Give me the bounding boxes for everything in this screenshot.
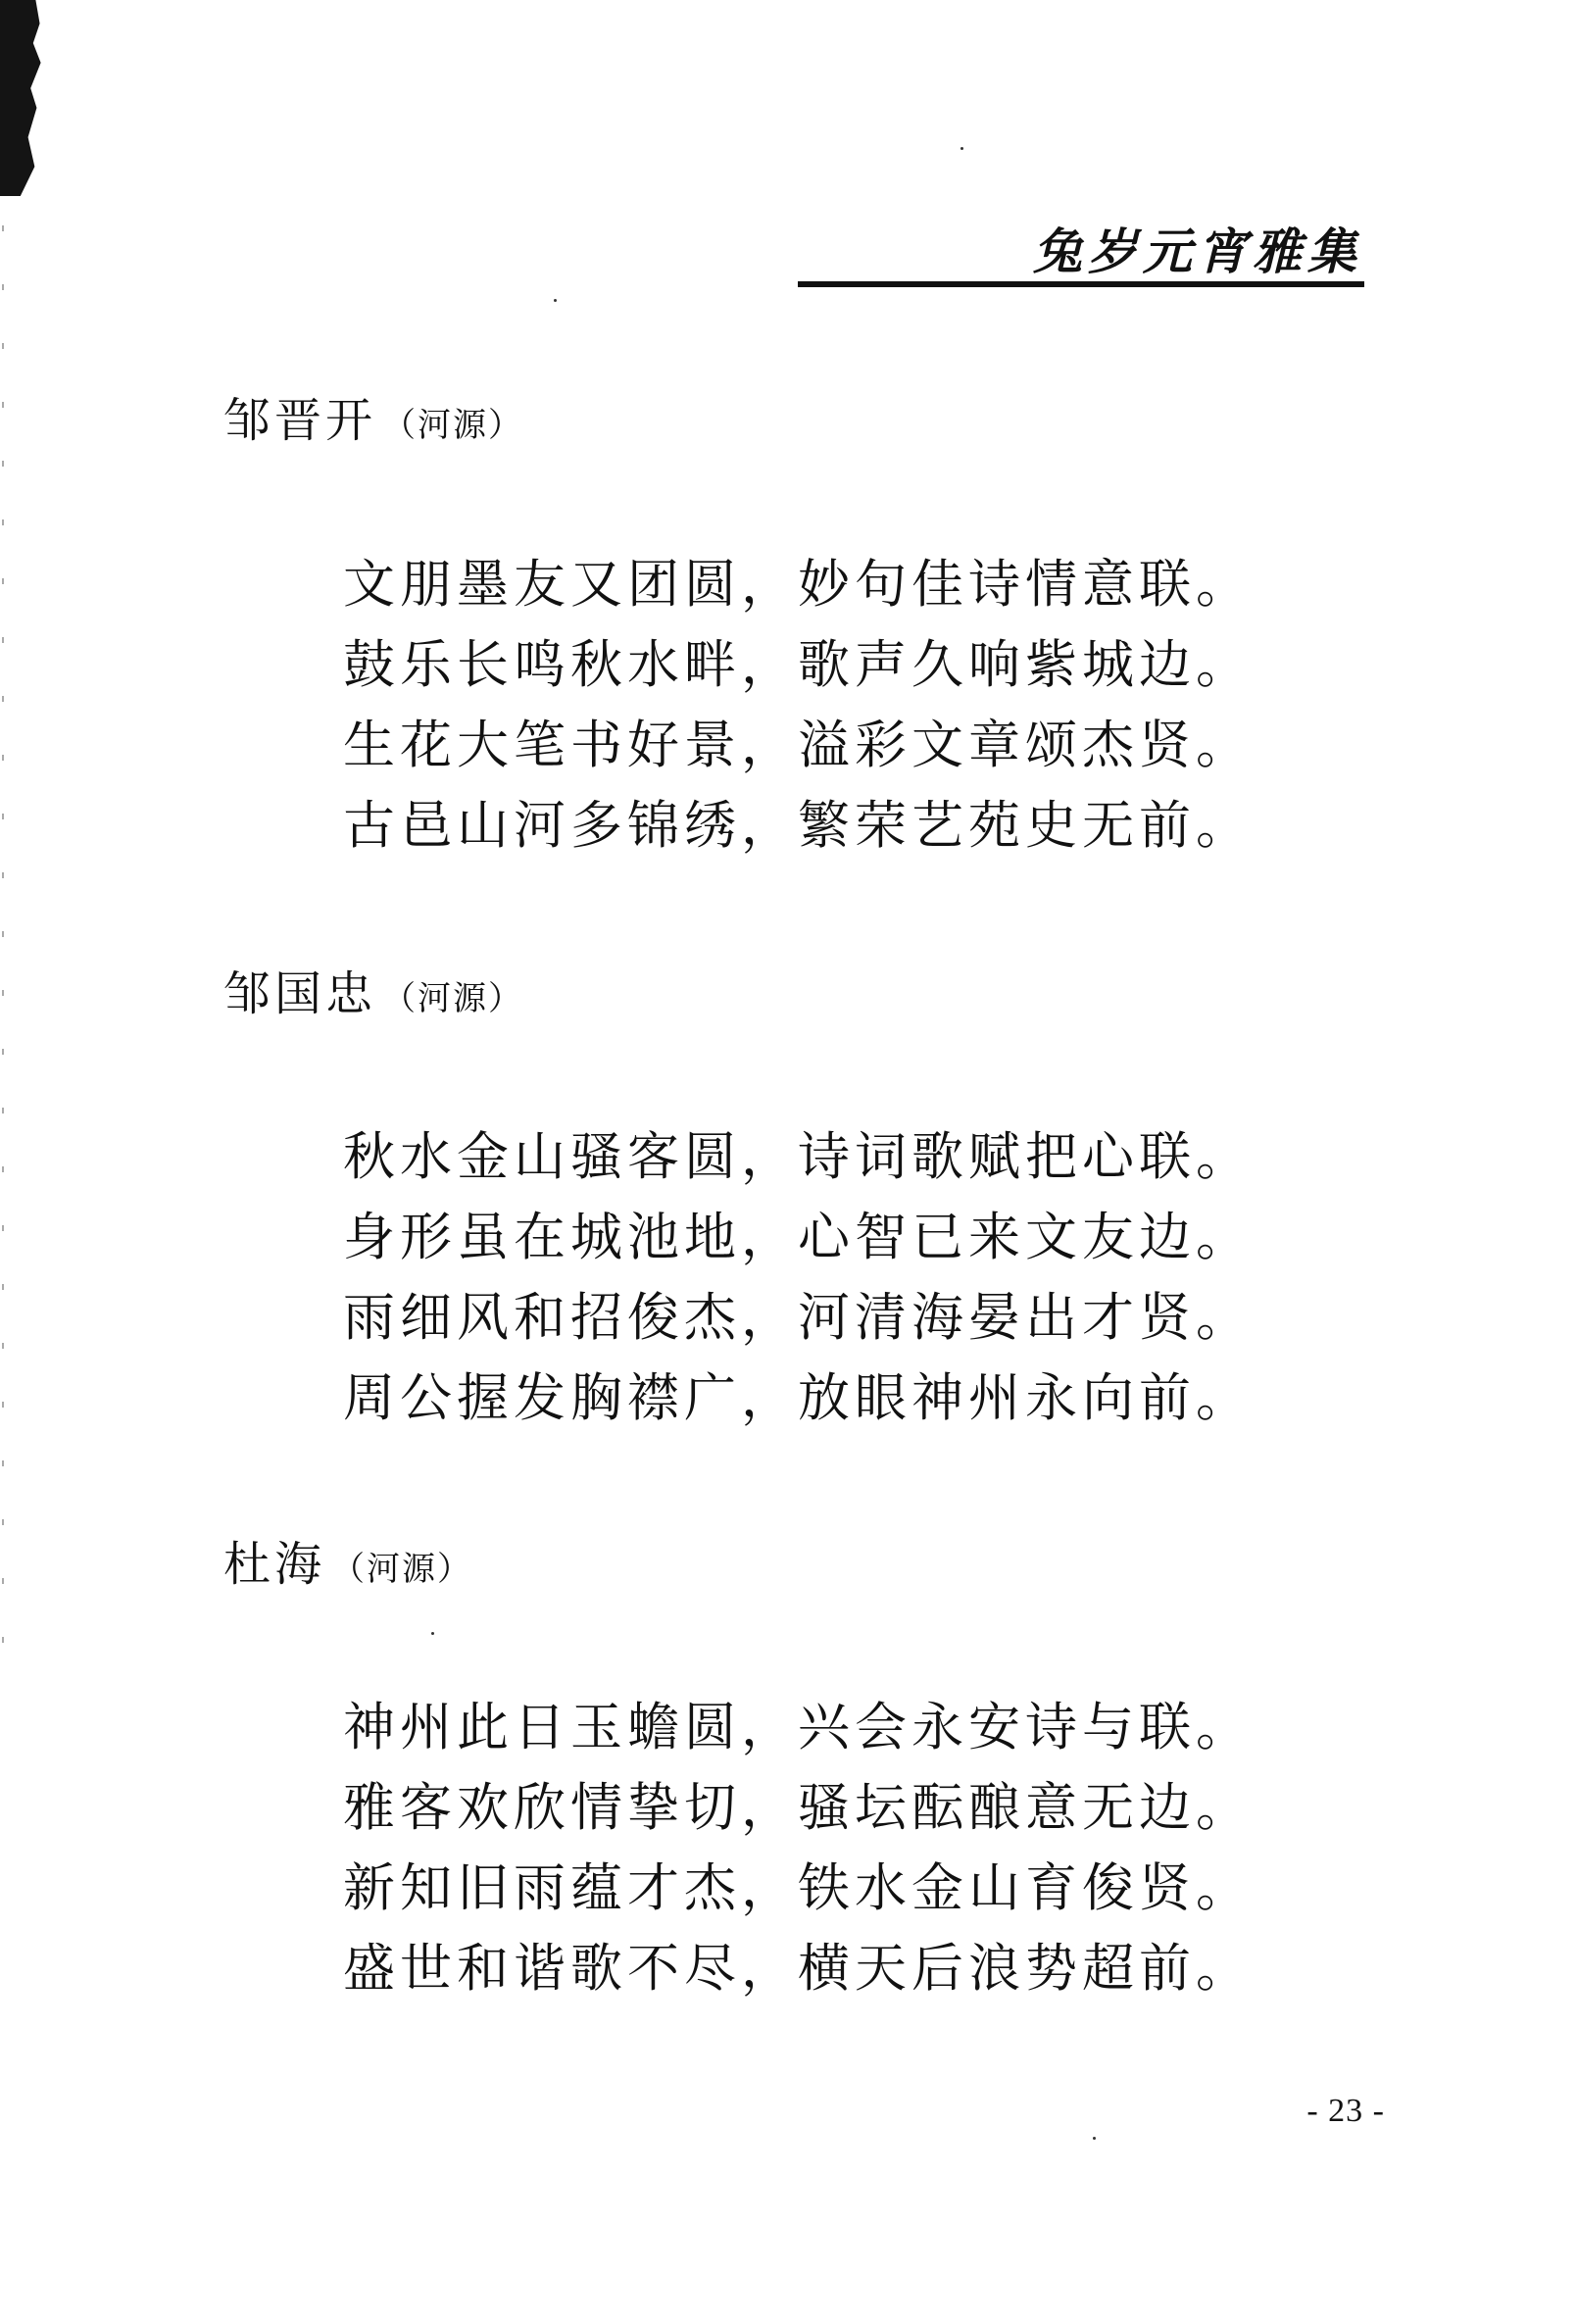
- verse-second-half: 心智已来文友边。: [798, 1208, 1253, 1267]
- verse-second-half: 横天后浪势超前。: [798, 1939, 1253, 1999]
- verse-line: [343, 1198, 1253, 1278]
- verse-second-half: 妙句佳诗情意联。: [798, 555, 1253, 615]
- verse-first-half: 周公握发胸襟广，: [343, 1368, 798, 1428]
- author-line: [223, 966, 524, 1021]
- poem-verses: [343, 545, 1253, 866]
- verse-line: [343, 1768, 1253, 1849]
- scan-edge-artifact: [0, 0, 51, 196]
- verse-line: [343, 625, 1253, 706]
- verse-first-half: 身形虽在城池地，: [343, 1208, 798, 1267]
- verse-first-half: 生花大笔书好景，: [343, 716, 798, 775]
- verse-second-half: 溢彩文章颂杰贤。: [798, 716, 1253, 775]
- verse-line: [343, 706, 1253, 786]
- scan-speck: [960, 147, 963, 150]
- author-place: （河源）: [331, 1550, 473, 1589]
- verse-first-half: 古邑山河多锦绣，: [343, 796, 798, 856]
- author-name: 杜海: [223, 1537, 326, 1592]
- verse-first-half: 鼓乐长鸣秋水畔，: [343, 635, 798, 695]
- verse-line: [343, 545, 1253, 625]
- verse-first-half: 文朋墨友又团圆，: [343, 555, 798, 615]
- verse-second-half: 骚坛酝酿意无边。: [798, 1778, 1253, 1838]
- scan-edge-line: [2, 225, 4, 1696]
- author-line: [223, 1537, 473, 1592]
- author-place: （河源）: [382, 406, 524, 445]
- verse-line: [343, 1929, 1253, 2009]
- author-place: （河源）: [382, 979, 524, 1018]
- verse-first-half: 盛世和谐歌不尽，: [343, 1939, 798, 1999]
- verse-line: [343, 1688, 1253, 1768]
- verse-first-half: 秋水金山骚客圆，: [343, 1127, 798, 1187]
- scan-speck: [1093, 2137, 1096, 2140]
- poem-verses: [343, 1688, 1253, 2009]
- verse-line: [343, 1117, 1253, 1198]
- verse-line: [343, 1359, 1253, 1439]
- author-line: [223, 393, 524, 448]
- verse-first-half: 雅客欢欣情挚切，: [343, 1778, 798, 1838]
- author-name: 邹晋开: [223, 393, 377, 448]
- header-rule: [798, 281, 1364, 287]
- scan-speck: [431, 1632, 434, 1635]
- verse-first-half: 雨细风和招俊杰，: [343, 1288, 798, 1348]
- poem-verses: [343, 1117, 1253, 1439]
- author-name: 邹国忠: [223, 966, 377, 1021]
- scan-speck: [554, 299, 557, 302]
- verse-second-half: 河清海晏出才贤。: [798, 1288, 1253, 1348]
- verse-second-half: 诗词歌赋把心联。: [798, 1127, 1253, 1187]
- verse-second-half: 放眼神州永向前。: [798, 1368, 1253, 1428]
- verse-second-half: 兴会永安诗与联。: [798, 1698, 1253, 1757]
- verse-first-half: 新知旧雨蕴才杰，: [343, 1858, 798, 1918]
- verse-line: [343, 1278, 1253, 1359]
- page-number: - 23 -: [1306, 2093, 1385, 2129]
- verse-second-half: 繁荣艺苑史无前。: [798, 796, 1253, 856]
- verse-second-half: 歌声久响紫城边。: [798, 635, 1253, 695]
- verse-second-half: 铁水金山育俊贤。: [798, 1858, 1253, 1918]
- running-header: 兔岁元宵雅集: [1033, 223, 1362, 280]
- verse-line: [343, 786, 1253, 866]
- verse-line: [343, 1849, 1253, 1929]
- verse-first-half: 神州此日玉蟾圆，: [343, 1698, 798, 1757]
